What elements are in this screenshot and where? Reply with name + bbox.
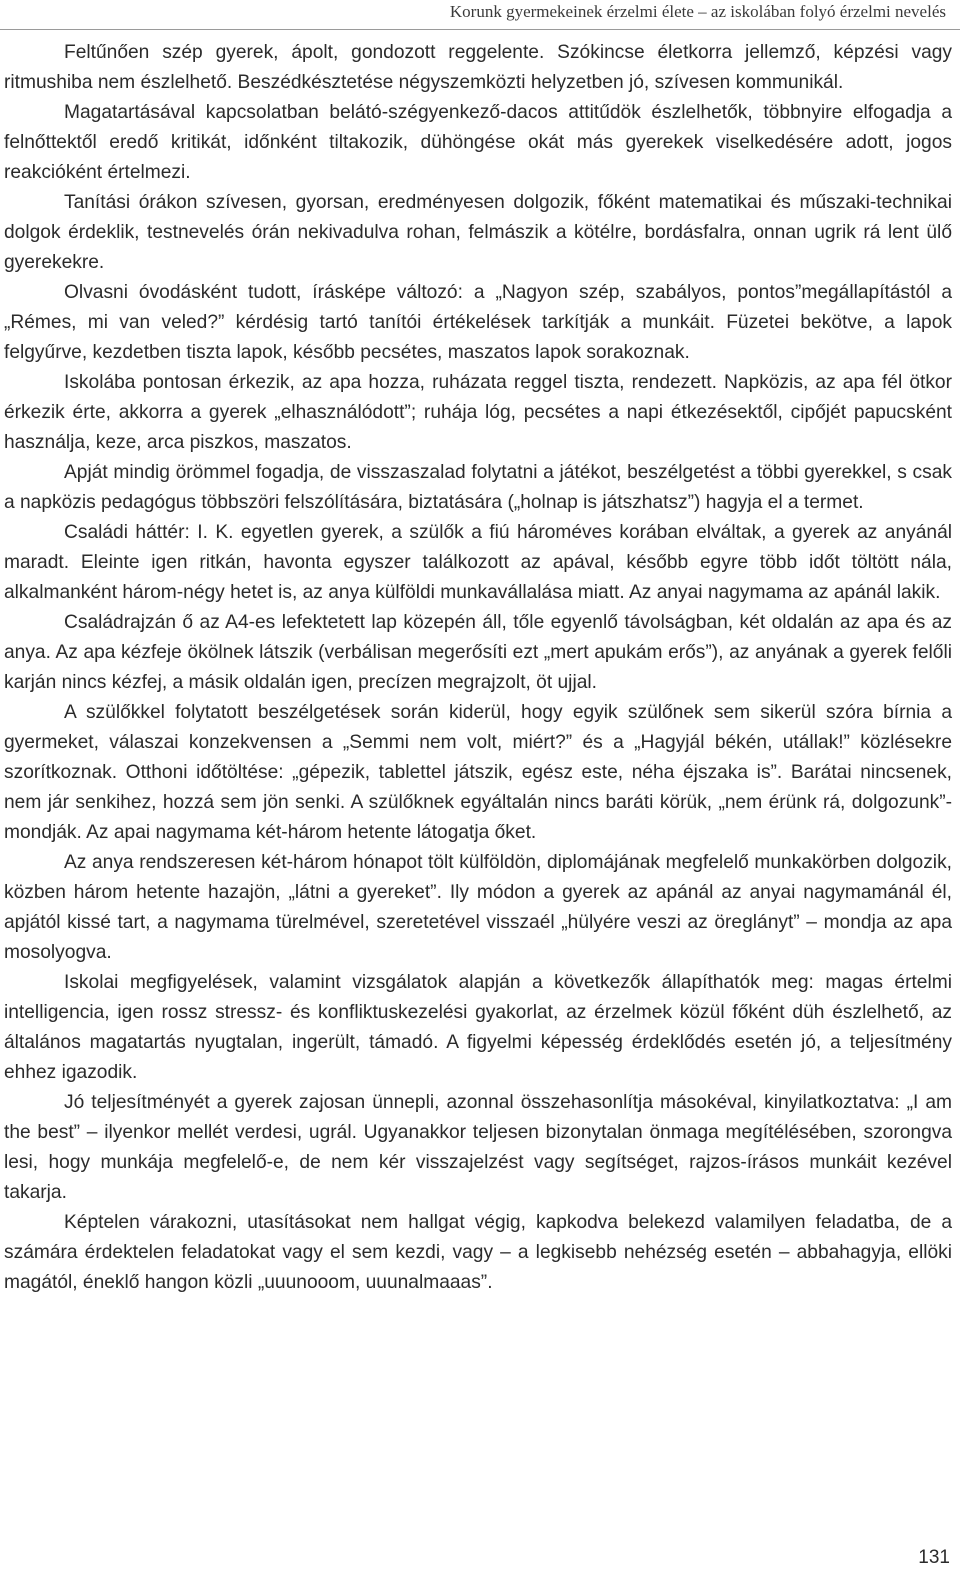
paragraph: Feltűnően szép gyerek, ápolt, gondozott reggelente. Szókincse életkorra jellemző, képzési vagy ritmushiba nem észlelhető. Beszédkésztetése négyszemközti helyzetben jó, szívesen kommunikál. (4, 42, 952, 93)
paragraph: Apját mindig örömmel fogadja, de visszaszalad folytatni a játékot, beszélgetést a többi gyerekkel, s csak a napközis pedagógus többszöri felszólítására, biztatására („holnap is játszhatsz”) hagyja el a termet. (4, 462, 952, 513)
paragraph: Családrajzán ő az A4-es lefektetett lap közepén áll, tőle egyenlő távolságban, két oldalán az apa és az anya. Az apa kézfeje ökölnek látszik (verbálisan megerősíti ezt „mert apukám erős”), az anyának a gyerek felőli karján nincs kézfej, a másik oldalán igen, precízen megrajzolt, öt ujjal. (4, 612, 952, 693)
paragraph: Iskolába pontosan érkezik, az apa hozza, ruházata reggel tiszta, rendezett. Napközis, az apa fél ötkor érkezik érte, akkorra a gyerek „elhasználódott”; ruhája lóg, pecsétes a napi étkezésektől, cipőjét papucsként használja, keze, arca piszkos, maszatos. (4, 372, 952, 453)
paragraph: Jó teljesítményét a gyerek zajosan ünnepli, azonnal összehasonlítja másokéval, kinyilatkoztatva: „I am the best” – ilyenkor mellét verdesi, ugrál. Ugyanakkor teljesen bizonytalan önmaga megítélésében, szorongva lesi, hogy munkája megfelelő-e, de nem kér visszajelzést vagy segítséget, rajzos-írásos munkáit kezével takarja. (4, 1092, 952, 1203)
paragraph: Az anya rendszeresen két-három hónapot tölt külföldön, diplomájának megfelelő munkakörben dolgozik, közben három hetente hazajön, „látni a gyereket”. Ily módon a gyerek az apánál az anyai nagymamánál él, apjától kissé tart, a nagymama türelmével, szeretetével visszaél „hülyére veszi az öreglányt” – mondja az apa mosolyogva. (4, 852, 952, 963)
body-text (4, 38, 952, 1298)
paragraph: A szülőkkel folytatott beszélgetések során kiderül, hogy egyik szülőnek sem sikerül szóra bírnia a gyermeket, válaszai konzekvensen a „Semmi nem volt, miért?” és a „Hagyjál békén, utállak!” közlésekre szorítkoznak. Otthoni időtöltése: „gépezik, tablettel játszik, egész este, néha éjszaka is”. Barátai nincsenek, nem jár senkihez, hozzá sem jön senki. A szülőknek egyáltalán nincs baráti körük, „nem érünk rá, dolgozunk”- mondják. Az apai nagymama két-három hetente látogatja őket. (4, 702, 952, 843)
page-number: 131 (918, 1547, 950, 1568)
paragraph: Tanítási órákon szívesen, gyorsan, eredményesen dolgozik, főként matematikai és műszaki-technikai dolgok érdeklik, testnevelés órán nekivadulva rohan, felmászik a kötélre, bordásfalra, onnan ugrik rá lent ülő gyerekekre. (4, 192, 952, 273)
running-header: Korunk gyermekeinek érzelmi élete – az iskolában folyó érzelmi nevelés (449, 2, 946, 21)
paragraph: Családi háttér: I. K. egyetlen gyerek, a szülők a fiú hároméves korában elváltak, a gyerek az anyánál maradt. Eleinte igen ritkán, havonta egyszer találkozott az apával, később egyre több időt töltött nála, alkalmanként három-négy hetet is, az anya külföldi munkavállalása miatt. Az anyai nagymama az apánál lakik. (4, 522, 952, 603)
paragraph: Képtelen várakozni, utasításokat nem hallgat végig, kapkodva belekezd valamilyen feladatba, de a számára érdektelen feladatokat vagy el sem kezdi, vagy – a legkisebb nehézség esetén – abbahagyja, ellöki magától, éneklő hangon közli „uuunooom, uuunalmaaas”. (4, 1212, 952, 1293)
paragraph: Magatartásával kapcsolatban belátó-szégyenkező-dacos attitűdök észlelhetők, többnyire elfogadja a felnőttektől eredő kritikát, időnként tiltakozik, dühöngése okát más gyerekek viselkedésére adott, jogos reakcióként értelmezi. (4, 102, 952, 183)
paragraph: Iskolai megfigyelések, valamint vizsgálatok alapján a következők állapíthatók meg: magas értelmi intelligencia, igen rossz stressz- és konfliktuskezelési gyakorlat, az érzelmek közül főként düh észlelhető, az általános magatartás nyugtalan, ingerült, támadó. A figyelmi képesség érdeklődés esetén jó, a teljesítmény ehhez igazodik. (4, 972, 952, 1083)
paragraph: Olvasni óvodásként tudott, írásképe változó: a „Nagyon szép, szabályos, pontos”megállapítástól a „Rémes, mi van veled?” kérdésig tartó tanítói értékelések tarkítják a munkáit. Füzetei bekötve, a lapok felgyűrve, kezdetben tiszta lapok, később pecsétes, maszatos lapok sorakoznak. (4, 282, 952, 363)
header-rule (0, 29, 960, 30)
